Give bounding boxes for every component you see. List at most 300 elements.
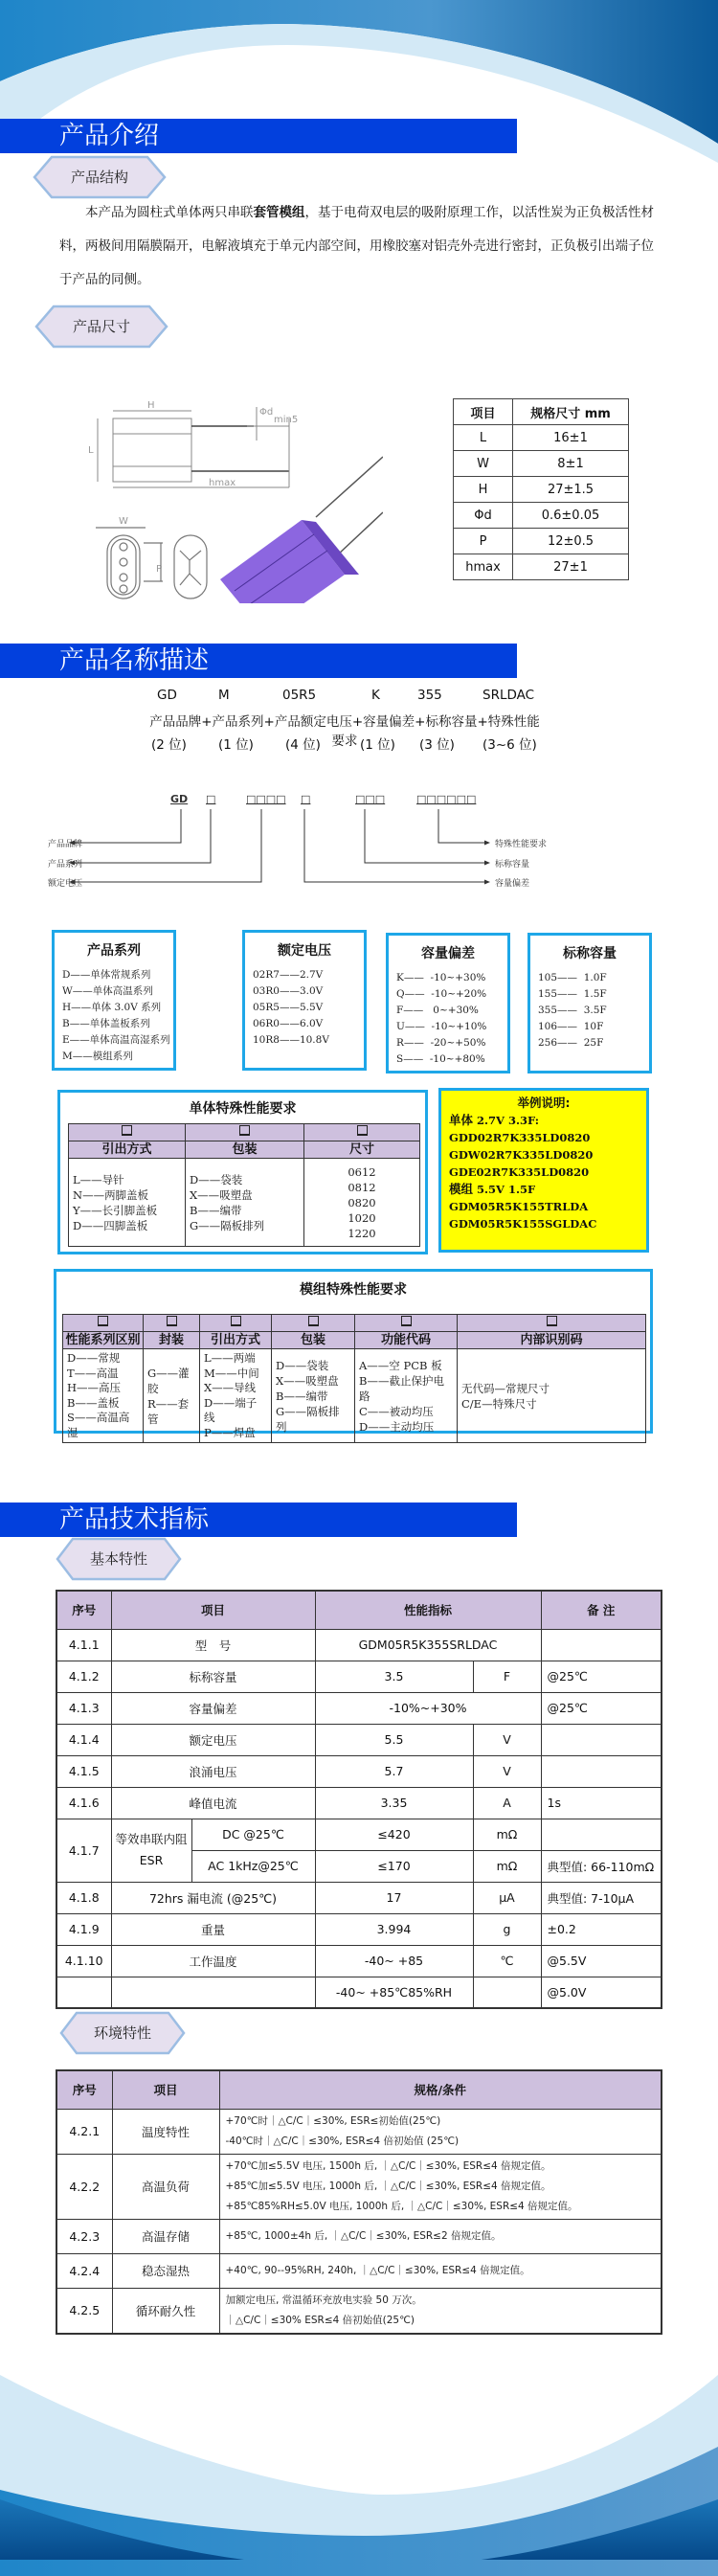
tag-environment-characteristics bbox=[59, 2011, 186, 2055]
cell-unit: g bbox=[473, 1913, 541, 1945]
cell-note: 1s bbox=[541, 1787, 662, 1819]
box-nominal-capacity bbox=[527, 933, 652, 1073]
tolerance-item: S—— -10~+80% bbox=[396, 1053, 485, 1065]
cell-value: 5.7 bbox=[315, 1755, 473, 1787]
tag-product-size bbox=[34, 305, 168, 349]
slot-header bbox=[144, 1315, 200, 1332]
example-code: GDM05R5K155TRLDA bbox=[449, 1200, 589, 1213]
option: Y——长引脚盖板 bbox=[73, 1203, 158, 1217]
digits-voltage: (4 位) bbox=[285, 737, 321, 753]
series-diff-list bbox=[63, 1349, 144, 1443]
tolerance-item: K—— -10~+30% bbox=[396, 972, 486, 983]
cell-unit: ℃ bbox=[473, 1945, 541, 1977]
code-brand: GD bbox=[157, 688, 177, 703]
cell-no: 4.1.4 bbox=[56, 1724, 111, 1755]
option: B——盖板 bbox=[67, 1395, 120, 1410]
box-title: 单体特殊性能要求 bbox=[189, 1101, 297, 1117]
tolerance-item: R—— -20~+50% bbox=[396, 1037, 486, 1049]
cell-conditions bbox=[219, 2253, 662, 2288]
digits-tolerance: (1 位) bbox=[360, 737, 395, 753]
slot-square-icon bbox=[122, 1125, 132, 1136]
naming-formula bbox=[144, 688, 546, 757]
condition-line: +40℃, 90--95%RH, 240h, ｜△C/C｜≤30%, ESR≤4 倍规定值。 bbox=[225, 2264, 530, 2276]
dim-header-item: 项目 bbox=[454, 399, 513, 425]
digits-row bbox=[144, 734, 546, 757]
cell-no: 4.2.1 bbox=[56, 2109, 112, 2154]
cell-unit: mΩ bbox=[473, 1819, 541, 1850]
option: R——套管 bbox=[147, 1396, 190, 1426]
cell-value: -40~ +85 bbox=[315, 1945, 473, 1977]
cell-item: 额定电压 bbox=[111, 1724, 315, 1755]
option: 0612 bbox=[348, 1164, 376, 1179]
header-condition: 规格/条件 bbox=[219, 2070, 662, 2109]
cell-no: 4.2.4 bbox=[56, 2253, 112, 2288]
cell-note: ±0.2 bbox=[541, 1913, 662, 1945]
tree-label-capacity: 标称容量 bbox=[495, 860, 530, 870]
condition-line: -40℃时｜△C/C｜≤30%, ESR≤4 倍初始值 (25℃) bbox=[225, 2135, 460, 2147]
box-title: 容量偏差 bbox=[421, 946, 475, 961]
option: 0812 bbox=[348, 1180, 376, 1194]
cell-no: 4.1.6 bbox=[56, 1787, 111, 1819]
encapsulation-list bbox=[144, 1349, 200, 1443]
header-series-diff: 性能系列区别 bbox=[63, 1332, 144, 1349]
example-code: GDM05R5K155SGLDAC bbox=[449, 1217, 597, 1231]
basic-characteristics-table bbox=[56, 1590, 662, 2009]
cell-value: -40~ +85℃85%RH bbox=[315, 1977, 473, 2008]
label-h: H bbox=[147, 400, 155, 411]
header-packaging: 包装 bbox=[186, 1141, 304, 1159]
cell-note bbox=[541, 1755, 662, 1787]
table-row bbox=[56, 2154, 662, 2219]
cell-no: 4.2.2 bbox=[56, 2154, 112, 2219]
code-capacity: 355 bbox=[417, 688, 442, 703]
option: B——编带 bbox=[190, 1203, 242, 1217]
cell-conditions bbox=[219, 2109, 662, 2154]
cell-no: 4.1.2 bbox=[56, 1661, 111, 1692]
example-code: GDE02R7K335LD0820 bbox=[449, 1165, 590, 1179]
cell-value: ≤420 bbox=[315, 1819, 473, 1850]
cell-no: 4.1.1 bbox=[56, 1629, 111, 1661]
cell-note: @25℃ bbox=[541, 1661, 662, 1692]
box-module-special bbox=[54, 1269, 653, 1439]
cell-item: 循环耐久性 bbox=[112, 2288, 219, 2334]
slot-header bbox=[63, 1315, 144, 1332]
voltage-item: 03R0——3.0V bbox=[253, 985, 324, 997]
cell-no bbox=[56, 1977, 111, 2008]
dim-value: 27±1.5 bbox=[513, 477, 629, 503]
table-row bbox=[56, 2219, 662, 2253]
dim-value: 16±1 bbox=[513, 425, 629, 451]
box-title: 额定电压 bbox=[278, 943, 331, 959]
cell-unit: V bbox=[473, 1755, 541, 1787]
voltage-list bbox=[245, 960, 364, 1049]
example-single-spec: 2.7V 3.3F: bbox=[477, 1114, 539, 1127]
voltage-item: 10R8——10.8V bbox=[253, 1034, 329, 1046]
tree-brand-code: GD bbox=[170, 793, 189, 805]
tolerance-item: Q—— -10~+20% bbox=[396, 988, 487, 1000]
cell-no: 4.1.7 bbox=[56, 1819, 111, 1882]
slot-square-icon bbox=[167, 1316, 177, 1326]
option: X——吸塑盘 bbox=[276, 1373, 339, 1388]
option: C——被动均压 bbox=[359, 1404, 434, 1418]
example-code: GDW02R7K335LD0820 bbox=[449, 1148, 594, 1162]
option: X——导线 bbox=[204, 1381, 257, 1394]
slot-square-icon bbox=[401, 1316, 412, 1326]
option: D——四脚盖板 bbox=[73, 1218, 148, 1232]
slot-square-icon bbox=[357, 1125, 368, 1136]
cell-conditions bbox=[219, 2154, 662, 2219]
dim-value: 27±1 bbox=[513, 554, 629, 580]
series-item: H——单体 3.0V 系列 bbox=[62, 1002, 162, 1013]
label-min5: min5 bbox=[274, 415, 299, 425]
cell-value: -10%~+30% bbox=[315, 1692, 541, 1724]
cell-item: 峰值电流 bbox=[111, 1787, 315, 1819]
example-title: 举例说明: bbox=[517, 1096, 571, 1110]
condition-line: 加额定电压, 常温循环充放电实验 50 万次。 bbox=[225, 2294, 422, 2306]
example-code: GDD02R7K335LD0820 bbox=[449, 1131, 591, 1144]
box-title: 模组特殊性能要求 bbox=[300, 1282, 407, 1298]
formula-text: 产品品牌+产品系列+产品额定电压+容量偏差+标称容量+特殊性能要求 bbox=[149, 714, 540, 749]
dim-key: W bbox=[454, 451, 513, 477]
voltage-item: 02R7——2.7V bbox=[253, 969, 324, 981]
internal-code-list bbox=[458, 1349, 646, 1443]
tree-slot-tolerance: □ bbox=[301, 793, 311, 805]
option: B——截止保护电路 bbox=[359, 1373, 444, 1403]
box-product-series bbox=[52, 930, 176, 1071]
cell-item: 浪涌电压 bbox=[111, 1755, 315, 1787]
lead-type-list bbox=[200, 1349, 272, 1443]
label-p: P bbox=[156, 564, 163, 575]
cell-note bbox=[541, 1819, 662, 1850]
code-voltage: 05R5 bbox=[282, 688, 317, 703]
label-w: W bbox=[119, 516, 128, 527]
option: A——空 PCB 板 bbox=[359, 1358, 442, 1372]
example-module-spec: 5.5V 1.5F bbox=[477, 1183, 536, 1196]
size-list bbox=[304, 1159, 420, 1247]
tree-slot-capacity: □□□ bbox=[355, 793, 386, 805]
capacity-item: 355—— 3.5F bbox=[538, 1005, 607, 1016]
option: L——两端 bbox=[204, 1351, 256, 1365]
slot-header bbox=[69, 1124, 186, 1141]
tag-product-structure bbox=[33, 155, 167, 199]
cell-conditions bbox=[219, 2219, 662, 2253]
header-internal-code: 内部识别码 bbox=[458, 1332, 646, 1349]
digits-special: (3~6 位) bbox=[482, 737, 537, 753]
cell-value: 17 bbox=[315, 1882, 473, 1913]
slot-header bbox=[458, 1315, 646, 1332]
code-series: M bbox=[218, 688, 230, 703]
capacity-item: 256—— 25F bbox=[538, 1037, 604, 1049]
label-hmax: hmax bbox=[209, 478, 236, 488]
voltage-item: 05R5——5.5V bbox=[253, 1002, 324, 1013]
header-no: 序号 bbox=[56, 1591, 111, 1629]
condition-line: +85℃85%RH≤5.0V 电压, 1000h 后, ｜△C/C｜≤30%, ESR≤4 倍规定值。 bbox=[225, 2200, 578, 2212]
tree-label-brand: 产品品牌 bbox=[48, 840, 83, 849]
section-title-name-desc: 产品名称描述 bbox=[0, 644, 517, 678]
digits-brand: (2 位) bbox=[151, 737, 187, 753]
cell-no: 4.1.10 bbox=[56, 1945, 111, 1977]
table-row bbox=[56, 1755, 662, 1787]
tree-label-voltage: 额定电压 bbox=[48, 879, 83, 889]
option: 无代码—常规尺寸 bbox=[461, 1381, 550, 1395]
cell-note: 典型值: 7-10μA bbox=[541, 1882, 662, 1913]
box-single-special bbox=[57, 1090, 428, 1254]
option: D——袋装 bbox=[276, 1358, 329, 1372]
table-row bbox=[56, 1913, 662, 1945]
tree-label-special: 特殊性能要求 bbox=[495, 840, 548, 849]
cell-conditions bbox=[219, 2288, 662, 2334]
option: B——编带 bbox=[276, 1389, 328, 1403]
table-row bbox=[56, 1977, 662, 2008]
table-row bbox=[56, 1661, 662, 1692]
header-no: 序号 bbox=[56, 2070, 112, 2109]
dim-key: L bbox=[454, 425, 513, 451]
option: T——高温 bbox=[67, 1366, 119, 1380]
option: G——隔板排列 bbox=[190, 1218, 265, 1232]
dim-row bbox=[454, 503, 629, 529]
cell-item bbox=[111, 1977, 315, 2008]
header-note: 备 注 bbox=[541, 1591, 662, 1629]
cell-condition: AC 1kHz@25℃ bbox=[191, 1850, 315, 1882]
footer-wave-decoration bbox=[0, 2365, 718, 2576]
cell-note bbox=[541, 1629, 662, 1661]
option: S——高温高湿 bbox=[67, 1411, 130, 1439]
code-tolerance: K bbox=[371, 688, 380, 703]
slot-header bbox=[272, 1315, 355, 1332]
cell-value: 3.994 bbox=[315, 1913, 473, 1945]
cell-value: ≤170 bbox=[315, 1850, 473, 1882]
tree-slot-special: □□□□□□ bbox=[416, 793, 477, 805]
cell-no: 4.1.3 bbox=[56, 1692, 111, 1724]
condition-line: +85℃加≤5.5V 电压, 1000h 后, ｜△C/C｜≤30%, ESR≤4 倍规定值。 bbox=[225, 2180, 551, 2192]
intro-text-post: ，基于电荷双电层的吸附原理工作，以活性炭为正负极活性材料，两极间用隔膜隔开，电解液填充于单元内部空间，用橡胶塞对铝壳外壳进行密封，正负极引出端子位于产品的同侧。 bbox=[59, 205, 654, 287]
lead-type-list bbox=[69, 1159, 186, 1247]
option: D——袋装 bbox=[190, 1172, 243, 1186]
option: 1220 bbox=[348, 1226, 376, 1240]
dimension-table bbox=[453, 398, 629, 580]
cell-item: 高温存储 bbox=[112, 2219, 219, 2253]
code-row bbox=[144, 688, 546, 711]
code-special: SRLDAC bbox=[482, 688, 535, 703]
intro-text-bold: 套管模组 bbox=[253, 205, 305, 220]
capacity-item: 105—— 1.0F bbox=[538, 972, 607, 983]
digits-capacity: (3 位) bbox=[419, 737, 455, 753]
cell-unit: mΩ bbox=[473, 1850, 541, 1882]
slot-header bbox=[304, 1124, 420, 1141]
cell-no: 4.2.3 bbox=[56, 2219, 112, 2253]
header-size: 尺寸 bbox=[304, 1141, 420, 1159]
option: G——隔板排列 bbox=[276, 1404, 340, 1434]
capacitor-dimension-drawing bbox=[86, 397, 383, 603]
series-item: E——单体高温高湿系列 bbox=[62, 1034, 170, 1046]
option: P——焊盘 bbox=[204, 1425, 256, 1439]
series-item: B——单体盖板系列 bbox=[62, 1018, 150, 1029]
cell-no: 4.1.9 bbox=[56, 1913, 111, 1945]
cell-item: 72hrs 漏电流 (@25℃) bbox=[111, 1882, 315, 1913]
header-function-code: 功能代码 bbox=[355, 1332, 458, 1349]
option: G——灌胶 bbox=[147, 1366, 190, 1395]
section-title-tech: 产品技术指标 bbox=[0, 1503, 517, 1537]
cell-value: 3.35 bbox=[315, 1787, 473, 1819]
example-single-head: 单体 bbox=[449, 1113, 474, 1127]
dim-row bbox=[454, 477, 629, 503]
slot-header bbox=[186, 1124, 304, 1141]
intro-text-pre: 本产品为圆柱式单体两只串联 bbox=[85, 205, 254, 220]
capacity-item: 106—— 10F bbox=[538, 1021, 604, 1032]
table-row bbox=[56, 1945, 662, 1977]
cell-unit: μA bbox=[473, 1882, 541, 1913]
condition-line: +85℃, 1000±4h 后, ｜△C/C｜≤30%, ESR≤2 倍规定值。 bbox=[225, 2229, 502, 2242]
slot-header bbox=[355, 1315, 458, 1332]
condition-line: +70℃时｜△C/C｜≤30%, ESR≤初始值(25℃) bbox=[225, 2114, 441, 2127]
voltage-item: 06R0——6.0V bbox=[253, 1018, 324, 1029]
slot-square-icon bbox=[308, 1316, 319, 1326]
header-value: 性能指标 bbox=[315, 1591, 541, 1629]
box-title: 产品系列 bbox=[87, 943, 141, 959]
slot-square-icon bbox=[231, 1316, 241, 1326]
dim-row bbox=[454, 425, 629, 451]
tree-slot-voltage: □□□□ bbox=[246, 793, 286, 805]
series-list bbox=[55, 960, 173, 1065]
series-item: W——单体高温系列 bbox=[62, 985, 153, 997]
cell-note bbox=[541, 1724, 662, 1755]
digits-series: (1 位) bbox=[218, 737, 254, 753]
cell-item: 容量偏差 bbox=[111, 1692, 315, 1724]
dim-value: 12±0.5 bbox=[513, 529, 629, 554]
table-row bbox=[56, 1787, 662, 1819]
tag-label: 产品结构 bbox=[70, 169, 128, 186]
option: H——高压 bbox=[67, 1381, 122, 1394]
header-lead-type: 引出方式 bbox=[200, 1332, 272, 1349]
table-row bbox=[56, 2253, 662, 2288]
option: X——吸塑盘 bbox=[190, 1187, 253, 1202]
tolerance-list bbox=[389, 962, 507, 1068]
tree-label-tolerance: 容量偏差 bbox=[495, 879, 530, 889]
single-special-table bbox=[68, 1123, 420, 1247]
example-module-head: 模组 bbox=[449, 1182, 474, 1196]
capacity-list bbox=[530, 962, 649, 1051]
table-row bbox=[56, 1882, 662, 1913]
cell-item-esr bbox=[111, 1819, 191, 1882]
option: D——主动均压 bbox=[359, 1419, 435, 1434]
tree-slot-series: □ bbox=[206, 793, 216, 805]
cell-note: @5.0V bbox=[541, 1977, 662, 2008]
option: 0820 bbox=[348, 1195, 376, 1209]
cell-unit: A bbox=[473, 1787, 541, 1819]
tag-label: 环境特性 bbox=[93, 2024, 151, 2042]
dim-value: 0.6±0.05 bbox=[513, 503, 629, 529]
cell-item: 标称容量 bbox=[111, 1661, 315, 1692]
series-item: M——模组系列 bbox=[62, 1051, 133, 1062]
function-code-list bbox=[355, 1349, 458, 1443]
table-row bbox=[56, 1629, 662, 1661]
option: 1020 bbox=[348, 1210, 376, 1225]
header-lead-type: 引出方式 bbox=[69, 1141, 186, 1159]
cell-note: 典型值: 66-110mΩ bbox=[541, 1850, 662, 1882]
module-special-table bbox=[62, 1314, 646, 1443]
option: D——端子线 bbox=[204, 1395, 258, 1424]
cell-note: @5.5V bbox=[541, 1945, 662, 1977]
cell-unit: V bbox=[473, 1724, 541, 1755]
cell-item: 工作温度 bbox=[111, 1945, 315, 1977]
tree-connector-lines bbox=[48, 795, 661, 900]
condition-line: +70℃加≤5.5V 电压, 1500h 后, ｜△C/C｜≤30%, ESR≤4 倍规定值。 bbox=[225, 2159, 551, 2172]
option: D——常规 bbox=[67, 1351, 121, 1365]
slot-square-icon bbox=[239, 1125, 250, 1136]
option: M——中间 bbox=[204, 1366, 259, 1380]
section-title-intro: 产品介绍 bbox=[0, 119, 517, 153]
esr-label: 等效串联内阻 bbox=[115, 1832, 188, 1846]
dim-row bbox=[454, 451, 629, 477]
box-rated-voltage bbox=[242, 930, 367, 1071]
cell-item: 温度特性 bbox=[112, 2109, 219, 2154]
intro-paragraph bbox=[59, 196, 658, 297]
esr-abbr: ESR bbox=[139, 1853, 164, 1867]
cell-unit: F bbox=[473, 1661, 541, 1692]
dim-key: H bbox=[454, 477, 513, 503]
dim-header-spec: 规格尺寸 mm bbox=[513, 399, 629, 425]
slot-square-icon bbox=[547, 1316, 557, 1326]
cell-no: 4.1.5 bbox=[56, 1755, 111, 1787]
header-encapsulation: 封装 bbox=[144, 1332, 200, 1349]
label-phi-d: Φd bbox=[259, 407, 274, 418]
cell-item: 稳态湿热 bbox=[112, 2253, 219, 2288]
cell-note: @25℃ bbox=[541, 1692, 662, 1724]
series-item: D——单体常规系列 bbox=[62, 969, 151, 981]
tree-label-series: 产品系列 bbox=[48, 860, 83, 870]
condition-line: ｜△C/C｜≤30% ESR≤4 倍初始值(25℃) bbox=[225, 2314, 415, 2326]
cell-no: 4.1.8 bbox=[56, 1882, 111, 1913]
cell-item: 型 号 bbox=[111, 1629, 315, 1661]
header-item: 项目 bbox=[111, 1591, 315, 1629]
table-row bbox=[56, 2109, 662, 2154]
table-row bbox=[56, 2288, 662, 2334]
dim-key: P bbox=[454, 529, 513, 554]
cell-item: 重量 bbox=[111, 1913, 315, 1945]
packaging-list bbox=[186, 1159, 304, 1247]
dim-row bbox=[454, 529, 629, 554]
tolerance-item: F—— 0~+30% bbox=[396, 1005, 479, 1016]
cell-value: GDM05R5K355SRLDAC bbox=[315, 1629, 541, 1661]
tag-label: 基本特性 bbox=[89, 1550, 147, 1568]
dim-key: hmax bbox=[454, 554, 513, 580]
box-title: 标称容量 bbox=[563, 946, 617, 961]
environment-characteristics-table bbox=[56, 2069, 662, 2335]
slot-header bbox=[200, 1315, 272, 1332]
label-l: L bbox=[88, 445, 94, 456]
cell-unit bbox=[473, 1977, 541, 2008]
cell-value: 5.5 bbox=[315, 1724, 473, 1755]
dim-row bbox=[454, 554, 629, 580]
tag-label: 产品尺寸 bbox=[72, 318, 130, 335]
naming-tree-diagram bbox=[48, 795, 661, 900]
table-row bbox=[56, 1724, 662, 1755]
box-capacity-tolerance bbox=[386, 933, 510, 1073]
header-item: 项目 bbox=[112, 2070, 219, 2109]
slot-square-icon bbox=[98, 1316, 108, 1326]
cell-item: 高温负荷 bbox=[112, 2154, 219, 2219]
table-row-esr-dc bbox=[56, 1819, 662, 1850]
dim-value: 8±1 bbox=[513, 451, 629, 477]
dim-key: Φd bbox=[454, 503, 513, 529]
example-box bbox=[438, 1088, 649, 1253]
tolerance-item: U—— -10~+10% bbox=[396, 1021, 487, 1032]
cell-value: 3.5 bbox=[315, 1661, 473, 1692]
cell-condition: DC @25℃ bbox=[191, 1819, 315, 1850]
header-packaging: 包装 bbox=[272, 1332, 355, 1349]
packaging-list bbox=[272, 1349, 355, 1443]
option: N——两脚盖板 bbox=[73, 1187, 149, 1202]
